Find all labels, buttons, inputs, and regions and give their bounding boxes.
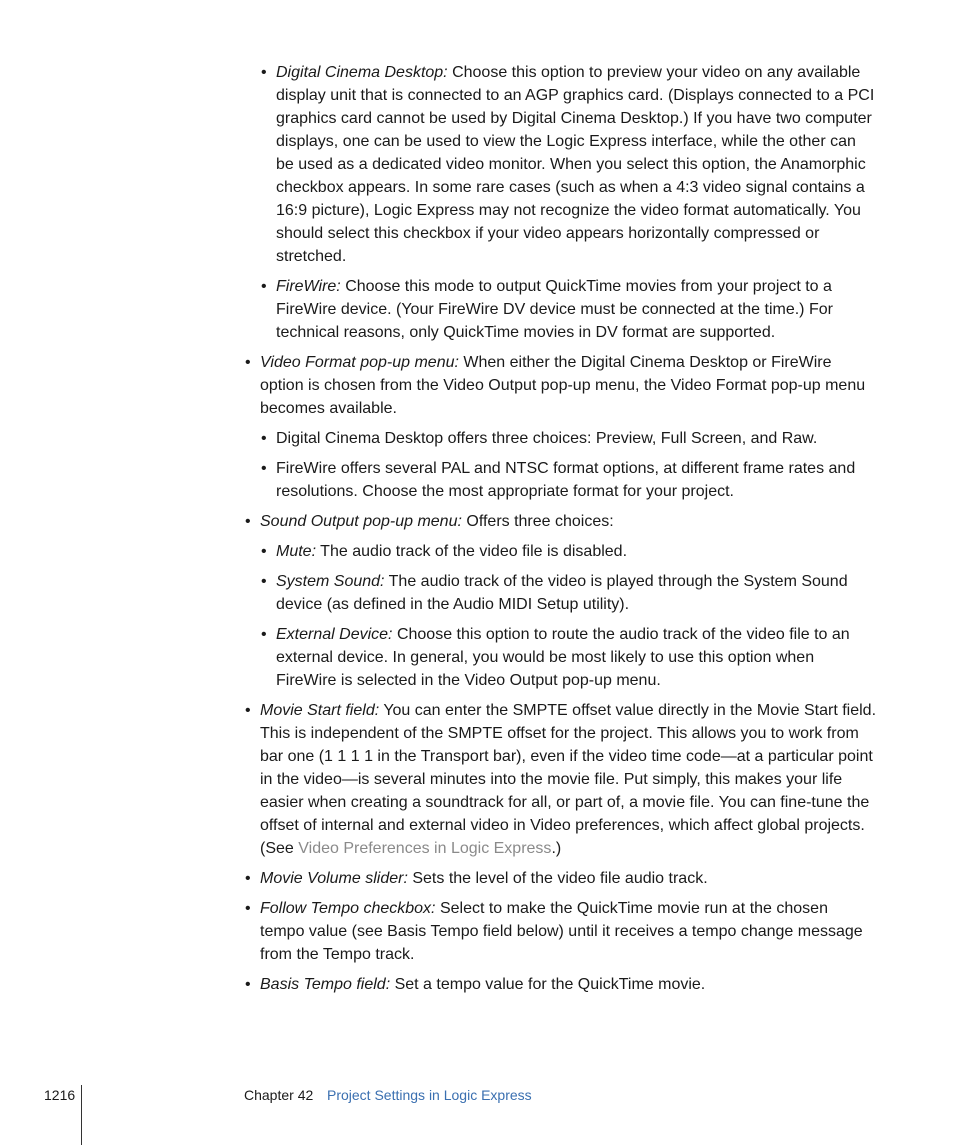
list-item [245, 510, 876, 533]
bullet: • [261, 278, 267, 295]
item-term: Mute: [276, 543, 317, 560]
item-term: Sound Output pop-up menu: [260, 513, 462, 530]
bullet: • [261, 626, 267, 643]
list-item [245, 973, 876, 996]
page-number: 1216 [44, 1087, 76, 1103]
item-text: Offers three choices: [461, 513, 614, 530]
item-term: Video Format pop-up menu: [260, 354, 459, 371]
bullet: • [245, 976, 251, 993]
item-term: Basis Tempo field: [260, 976, 391, 993]
chapter-title-link[interactable]: Project Settings in Logic Express [327, 1087, 532, 1103]
list-item [245, 351, 876, 420]
list-item [261, 540, 876, 563]
page-footer [0, 1085, 954, 1145]
item-text: When either the Digital Cinema Desktop or FireWire option is chosen from the Video Output pop-up menu, the Video Format pop-up menu becomes available. [260, 354, 866, 417]
item-text: Choose this mode to output QuickTime movies from your project to a FireWire device. (Your FireWire DV device must be connected at the time.) For technical reasons, only QuickTime movies in DV format are supported. [276, 278, 833, 341]
item-text-after: .) [551, 840, 562, 857]
bullet: • [261, 64, 267, 81]
chapter-label: Chapter 42 [244, 1087, 314, 1103]
list-item [261, 457, 876, 503]
bullet: • [245, 354, 251, 371]
list-item [261, 427, 876, 450]
bullet: • [261, 543, 267, 560]
list-item [261, 623, 876, 692]
list-item [261, 61, 876, 268]
bullet: • [261, 460, 267, 477]
list-item [261, 570, 876, 616]
item-text: Sets the level of the video file audio track. [407, 870, 708, 887]
item-text: Set a tempo value for the QuickTime movie. [390, 976, 706, 993]
item-text: The audio track of the video is played through the System Sound device (as defined in the Audio MIDI Setup utility). [276, 573, 848, 613]
list-item [245, 897, 876, 966]
item-text: The audio track of the video file is disabled. [316, 543, 628, 560]
list-item [245, 699, 877, 860]
item-term: External Device: [276, 626, 393, 643]
item-text: Select to make the QuickTime movie run at the chosen tempo value (see Basis Tempo field below) until it receives a tempo change message from the Tempo track. [260, 900, 863, 963]
bullet: • [245, 513, 251, 530]
item-term: Movie Volume slider: [260, 870, 408, 887]
footer-divider [81, 1085, 82, 1145]
item-term: System Sound: [276, 573, 385, 590]
list-item [261, 275, 876, 344]
cross-reference-link[interactable]: Video Preferences in Logic Express [298, 840, 552, 857]
bullet: • [245, 900, 251, 917]
item-text: You can enter the SMPTE offset value directly in the Movie Start field. This is independent of the SMPTE offset for the project. This allows you to work from bar one (1 1 1 1 in the Transport bar), even if the video time code—at a particular point in the video—is several minutes into the movie file. Put simply, this makes your life easier when creating a soundtrack for all, or part of, a movie file. You can fine-tune the offset of internal and external video in Video preferences, which affect global projects. (See [260, 702, 877, 857]
list-item [245, 867, 876, 890]
item-text: Choose this option to route the audio track of the video file to an external device. In general, you would be most likely to use this option when FireWire is selected in the Video Output pop-up menu. [276, 626, 850, 689]
item-text: Choose this option to preview your video on any available display unit that is connected to an AGP graphics card. (Displays connected to a PCI graphics card cannot be used by Digital Cinema Desktop.) If you have two computer displays, one can be used to view the Logic Express interface, while the other can be used as a dedicated video monitor. When you select this option, the Anamorphic checkbox appears. In some rare cases (such as when a 4:3 video signal contains a 16:9 picture), Logic Express may not recognize the video format automatically. You should select this checkbox if your video appears horizontally compressed or stretched. [276, 64, 875, 265]
bullet: • [261, 573, 267, 590]
item-text: Digital Cinema Desktop offers three choices: Preview, Full Screen, and Raw. [276, 430, 818, 447]
item-term: Follow Tempo checkbox: [260, 900, 436, 917]
item-term: Movie Start field: [260, 702, 380, 719]
document-body [0, 61, 954, 1003]
item-text: FireWire offers several PAL and NTSC format options, at different frame rates and resolutions. Choose the most appropriate format for your project. [276, 460, 856, 500]
bullet: • [245, 870, 251, 887]
bullet: • [245, 702, 251, 719]
bullet: • [261, 430, 267, 447]
item-term: Digital Cinema Desktop: [276, 64, 448, 81]
item-term: FireWire: [276, 278, 341, 295]
